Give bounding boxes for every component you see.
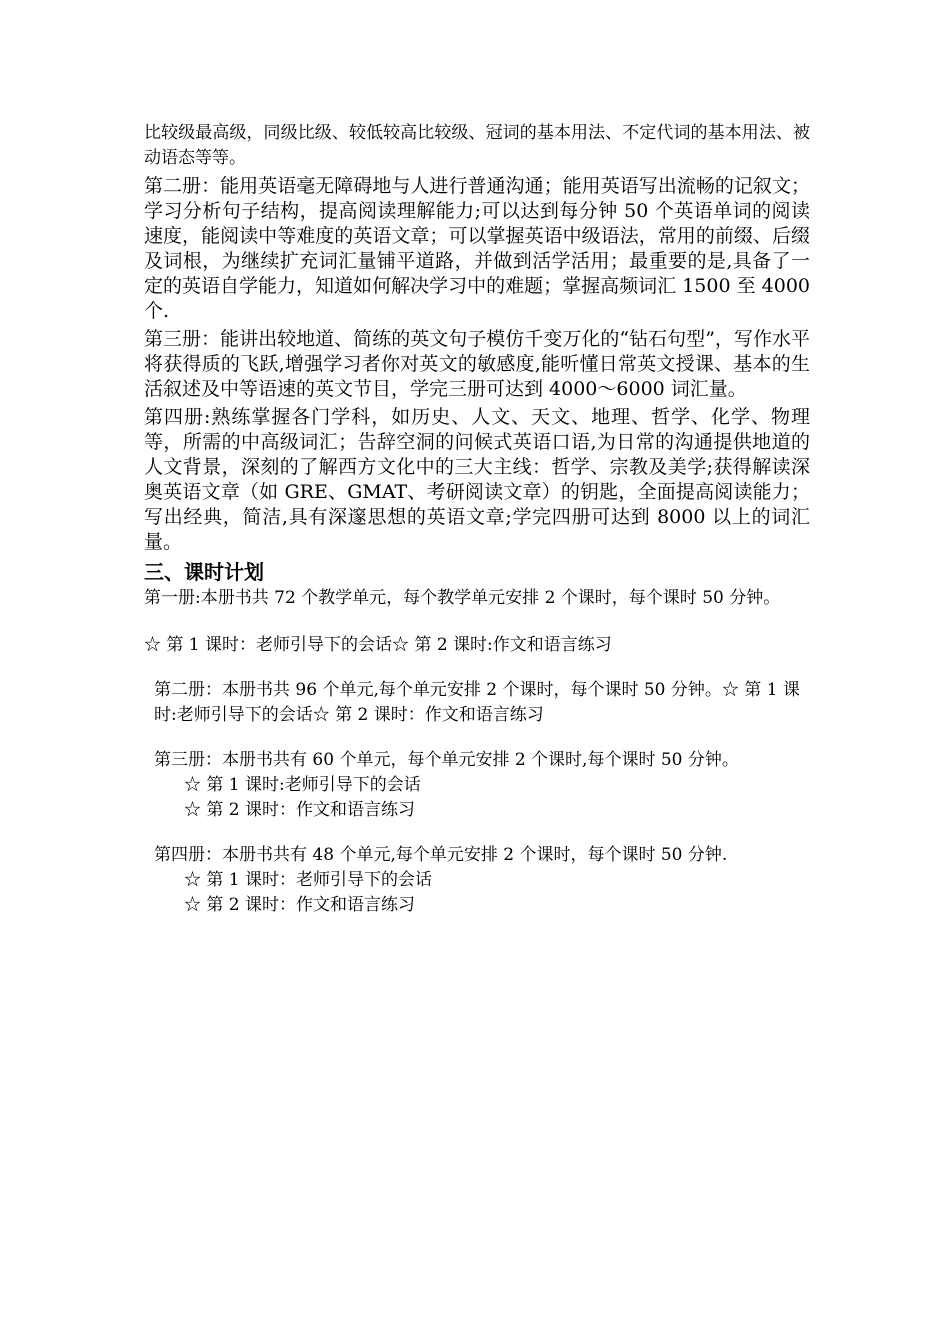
book4-goals-paragraph: 第四册:熟练掌握各门学科，如历史、人文、天文、地理、哲学、化学、物理等，所需的中高级词汇；告辞空洞的问候式英语口语,为日常的沟通提供地道的人文背景，深刻的了解西方文化中的三大主线：哲学、宗教及美学;获得解读深奥英语文章（如 GRE、GMAT、考研阅读文章）的钥匙，全面提高阅读能力；写出经典，简洁,具有深邃思想的英语文章;学完四册可达到 8000 以上的词汇量。 xyxy=(144,406,810,553)
document-body xyxy=(144,121,810,918)
section-title-lesson-plan: 三、课时计划 xyxy=(144,560,264,584)
spacer xyxy=(144,611,810,633)
book4-plan-lesson-2: ☆ 第 2 课时：作文和语言练习 xyxy=(184,895,416,915)
book1-plan-lessons: ☆ 第 1 课时：老师引导下的会话☆ 第 2 课时:作文和语言练习 xyxy=(144,635,612,655)
book3-plan-lesson-2: ☆ 第 2 课时：作文和语言练习 xyxy=(184,800,416,820)
spacer xyxy=(144,728,810,748)
book1-plan-description: 第一册:本册书共 72 个教学单元，每个教学单元安排 2 个课时，每个课时 50 分钟。 xyxy=(144,588,781,608)
book4-plan-lesson-1: ☆ 第 1 课时：老师引导下的会话 xyxy=(184,870,433,890)
intro-paragraph: 比较级最高级，同级比级、较低较高比较级、冠词的基本用法、不定代词的基本用法、被动语态等等。 xyxy=(144,123,810,168)
book3-goals-paragraph: 第三册：能讲出较地道、简练的英文句子模仿千变万化的“钻石句型”，写作水平将获得质的飞跃,增强学习者你对英文的敏感度,能听懂日常英文授课、基本的生活叙述及中等语速的英文节目，学完三册可达到 4000～6000 词汇量。 xyxy=(144,328,810,400)
spacer xyxy=(144,658,810,678)
book3-plan-description: 第三册：本册书共有 60 个单元，每个单元安排 2 个课时,每个课时 50 分钟。 xyxy=(154,750,739,770)
book2-goals-paragraph: 第二册：能用英语毫无障碍地与人进行普通沟通；能用英语写出流畅的记叙文；学习分析句子结构，提高阅读理解能力;可以达到每分钟 50 个英语单词的阅读速度，能阅读中等难度的英语文章；可以掌握英语中级语法，常用的前缀、后缀及词根，为继续扩充词汇量铺平道路，并做到活学活用；最重要的是,具备了一定的英语自学能力，知道如何解决学习中的难题；掌握高频词汇 1500 至 4000 个. xyxy=(144,175,810,322)
book2-plan-description: 第二册：本册书共 96 个单元,每个单元安排 2 个课时，每个课时 50 分钟。☆ 第 1 课时:老师引导下的会话☆ 第 2 课时：作文和语言练习 xyxy=(154,680,800,725)
book3-plan-lesson-1: ☆ 第 1 课时:老师引导下的会话 xyxy=(184,775,421,795)
book4-plan-description: 第四册：本册书共有 48 个单元,每个单元安排 2 个课时，每个课时 50 分钟. xyxy=(154,845,728,865)
spacer xyxy=(144,823,810,843)
